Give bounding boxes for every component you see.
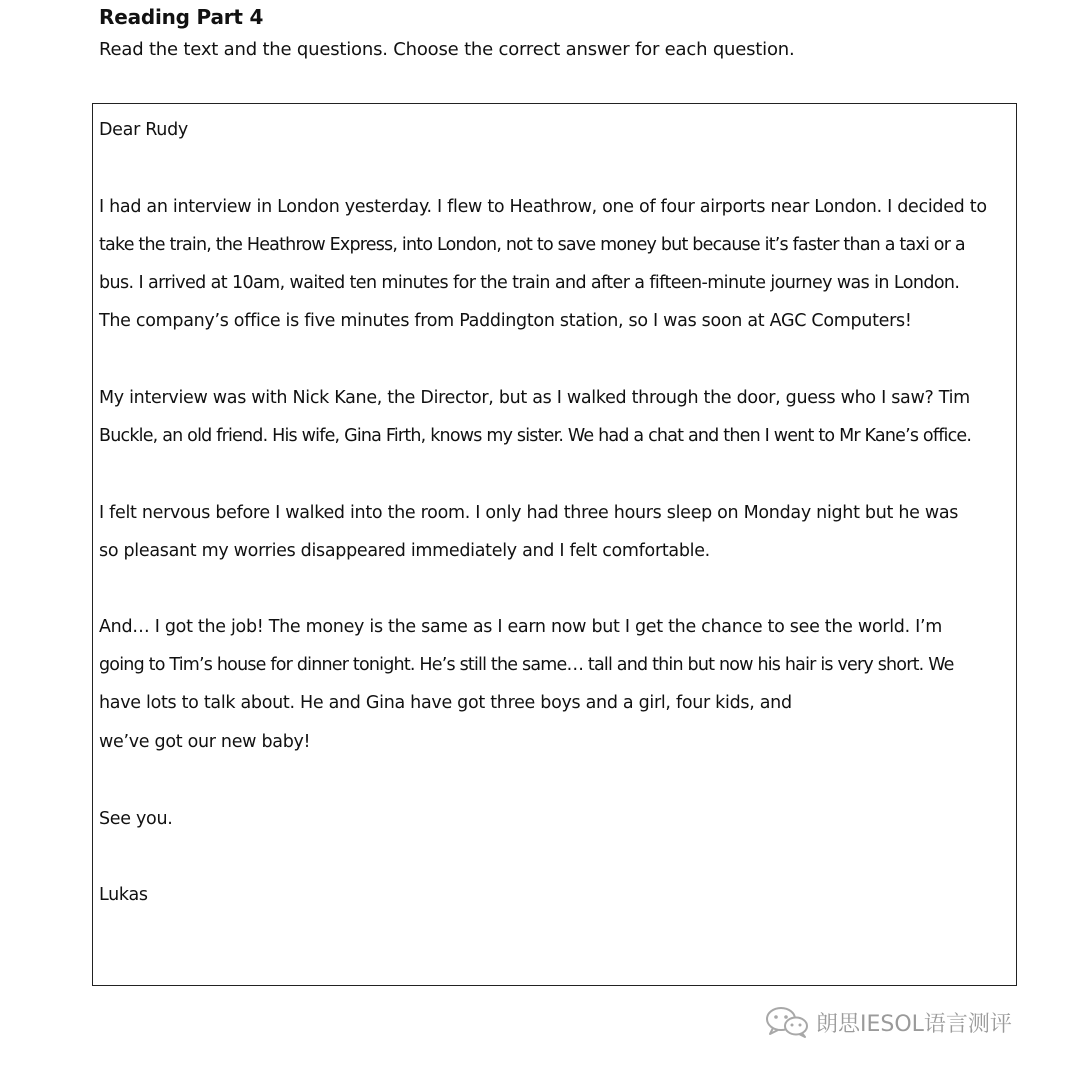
letter-p4-line-1: And… I got the job! The money is the same as I earn now but I get the chance to see the world. I’m	[99, 617, 942, 637]
letter-closing: See you.	[99, 809, 173, 829]
letter-p3-line-2: so pleasant my worries disappeared immediately and I felt comfortable.	[99, 541, 710, 561]
letter-p1-line-2: take the train, the Heathrow Express, into London, not to save money but because it’s faster than a taxi or a	[99, 235, 965, 255]
letter-p2-line-2: Buckle, an old friend. His wife, Gina Firth, knows my sister. We had a chat and then I went to Mr Kane’s office.	[99, 426, 972, 446]
section-heading: Reading Part 4	[99, 5, 264, 29]
letter-p2-line-1: My interview was with Nick Kane, the Director, but as I walked through the door, guess who I saw? Tim	[99, 388, 970, 408]
letter-p1-line-3: bus. I arrived at 10am, waited ten minutes for the train and after a fifteen-minute journey was in London.	[99, 273, 960, 293]
letter-greeting: Dear Rudy	[99, 120, 188, 140]
letter-p1-line-1: I had an interview in London yesterday. I flew to Heathrow, one of four airports near London. I decided to	[99, 197, 987, 217]
watermark-text: 朗思IESOL语言测评	[816, 1011, 1012, 1037]
letter-p4-line-4: we’ve got our new baby!	[99, 732, 311, 752]
watermark	[764, 1006, 1012, 1038]
letter-p4-line-2: going to Tim’s house for dinner tonight. He’s still the same… tall and thin but now his hair is very short. We	[99, 655, 954, 675]
letter-p4-line-3: have lots to talk about. He and Gina have got three boys and a girl, four kids, and	[99, 693, 792, 713]
letter-p1-line-4: The company’s office is five minutes from Paddington station, so I was soon at AGC Computers!	[99, 311, 912, 331]
letter-p3-line-1: I felt nervous before I walked into the room. I only had three hours sleep on Monday night but he was	[99, 503, 959, 523]
letter-signature: Lukas	[99, 885, 148, 905]
instructions-text: Read the text and the questions. Choose the correct answer for each question.	[99, 39, 795, 60]
wechat-icon	[764, 1006, 810, 1038]
